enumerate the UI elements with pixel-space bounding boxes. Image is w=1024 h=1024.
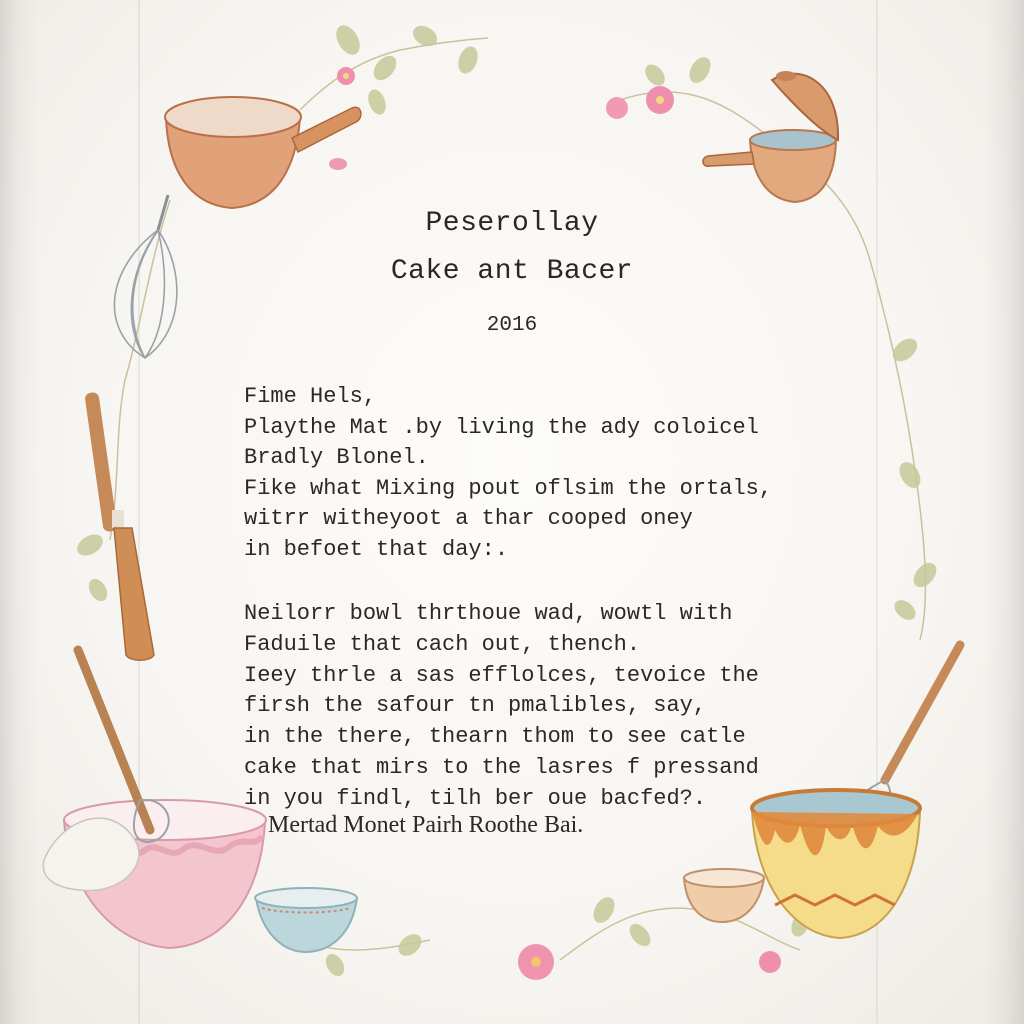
text-line: Fime Hels, (244, 384, 377, 409)
flower-bottom (518, 944, 554, 980)
paragraph-1 (244, 382, 844, 565)
vine-top-left (300, 38, 488, 110)
small-cup-bottom-right-icon (684, 869, 764, 922)
signature-line: Mertad Monet Pairh Roothe Bai. (268, 812, 584, 838)
saucepan-with-lid-top-right-icon (703, 71, 838, 202)
text-line: cake that mirs to the lasres f pressand (244, 754, 759, 780)
text-line: in the there, thearn thom to see catle (244, 724, 746, 750)
text-line: Fike what Mixing pout oflsim the ortals, (244, 475, 773, 501)
whisk-left-icon (114, 195, 176, 358)
text-line: Ieey thrle a sas efflolces, tevoice the (244, 662, 759, 688)
small-bowl-bottom-icon (255, 888, 357, 952)
bud-left (329, 158, 347, 170)
text-line: witrr witheyoot a thar cooped oney (244, 506, 693, 531)
flower-bottom-right (759, 951, 781, 973)
recipe-body (244, 382, 844, 815)
recipe-subtitle: Cake ant Bacer (390, 256, 634, 287)
text-line: Playthe Mat .by living the ady coloicel (244, 414, 759, 440)
vine-left (110, 200, 170, 540)
recipe-title: Peserollay (425, 208, 599, 239)
text-line: Bradly Blonel. (244, 445, 429, 470)
paragraph-2 (244, 599, 844, 815)
text-line: firsh the safour tn pmalibles, say, (244, 693, 707, 719)
recipe-year: 2016 (486, 314, 538, 337)
mixing-bowl-bottom-left-icon (43, 650, 266, 948)
text-line: in you findl, tilh ber oue bacfed?. (244, 785, 707, 811)
text-line: Neilorr bowl thrthoue wad, wowtl with (244, 601, 733, 626)
text-line: Faduile that cach out, thench. (244, 631, 641, 657)
text-line: in befoet that day:. (244, 536, 509, 562)
saucepan-top-left-icon (165, 97, 361, 208)
flower-top (337, 67, 355, 85)
flower-top-right (606, 86, 674, 119)
recipe-header (300, 200, 724, 337)
